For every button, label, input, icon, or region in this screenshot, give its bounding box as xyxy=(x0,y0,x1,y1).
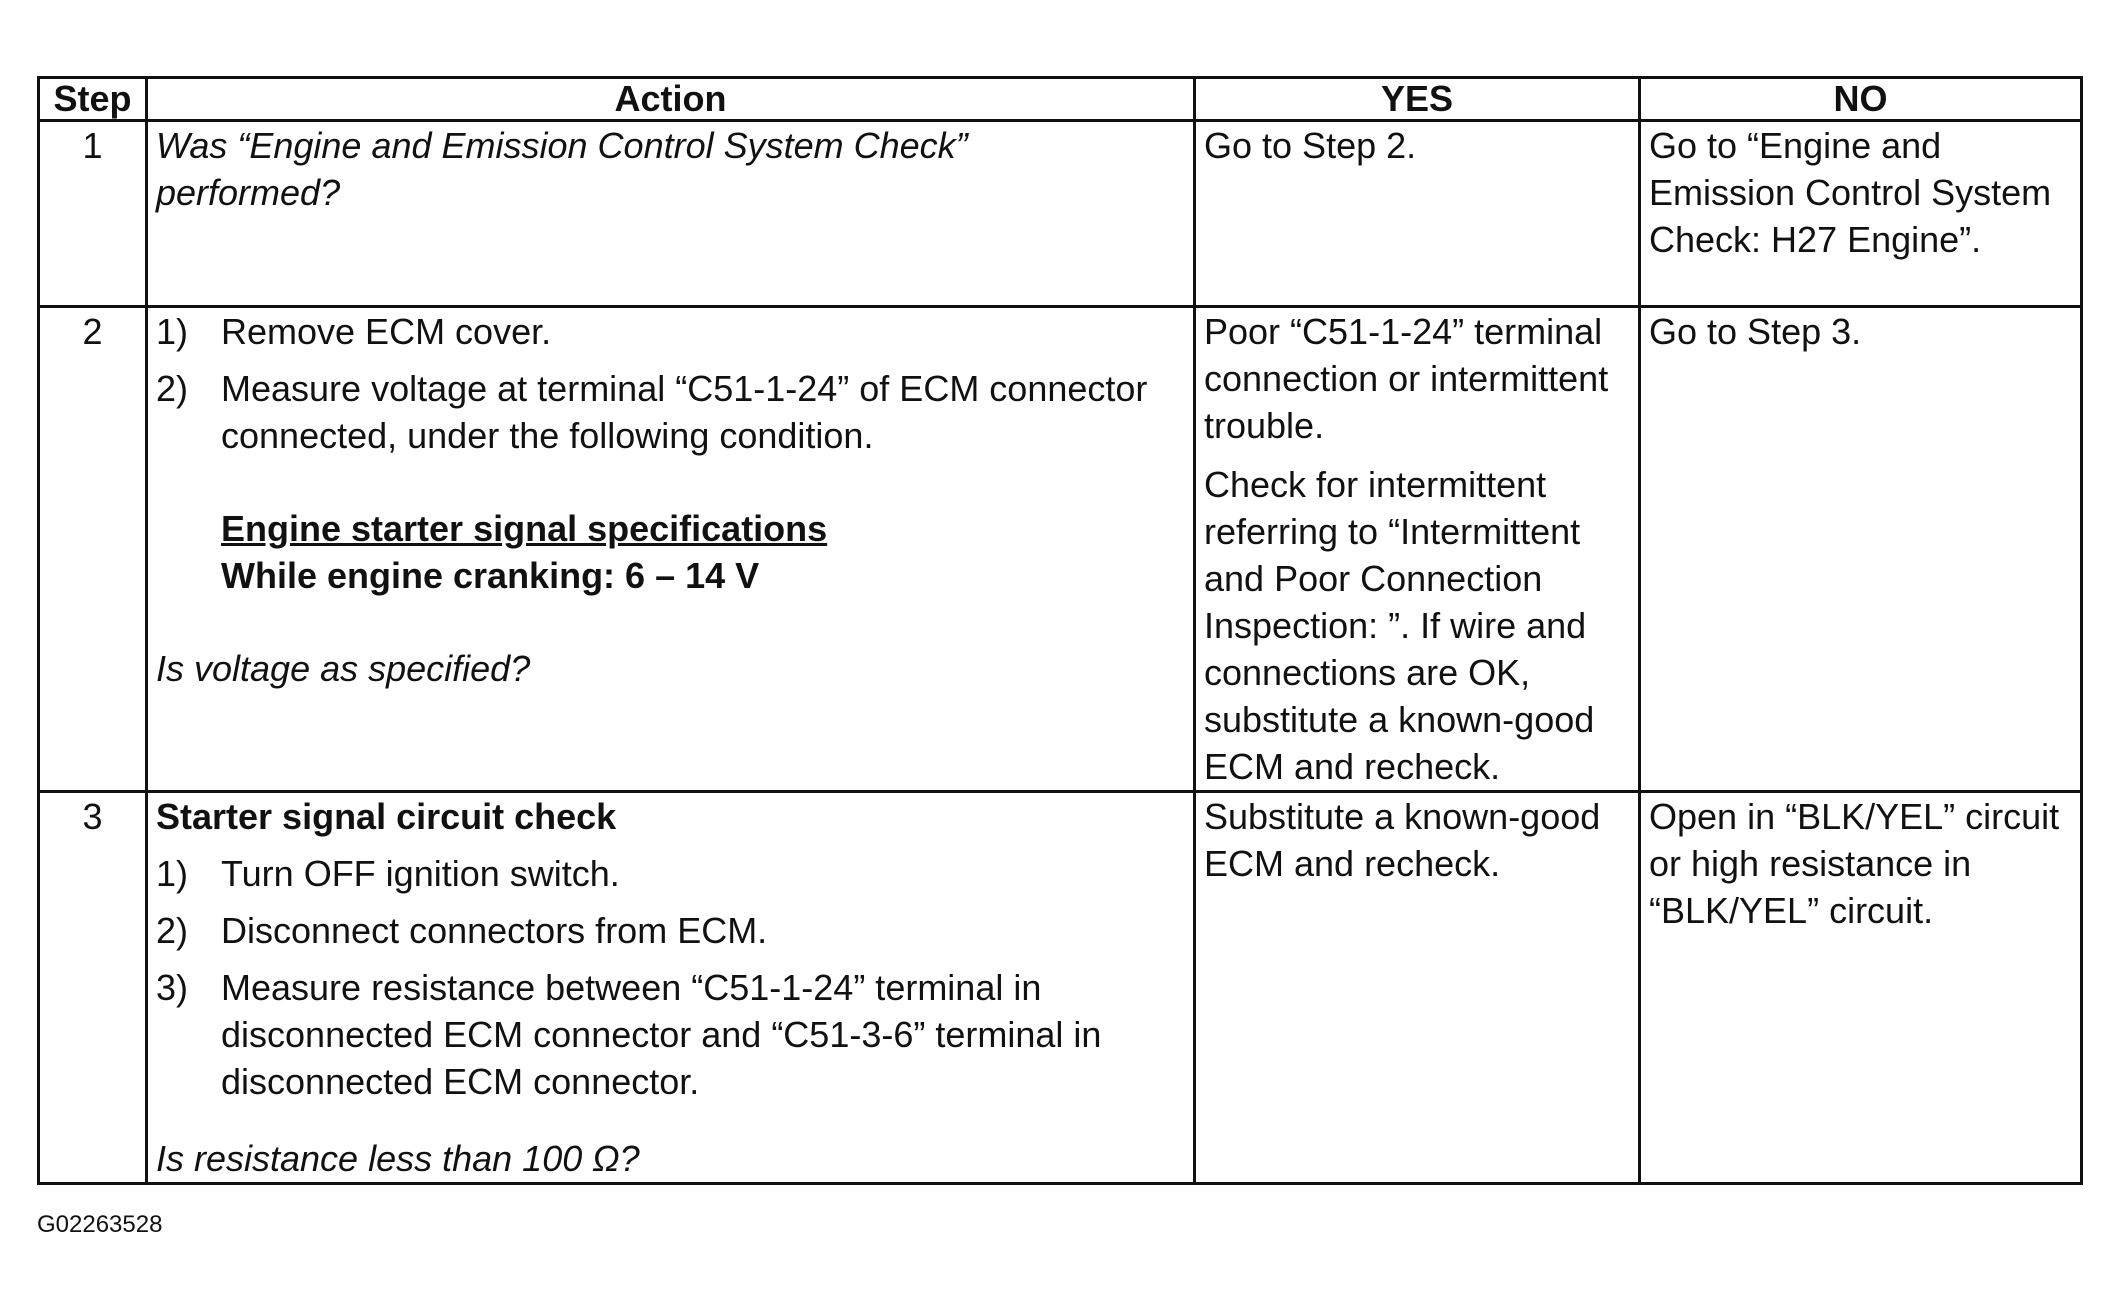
diagnostic-table-container xyxy=(37,76,2080,1185)
action-question: Was “Engine and Emission Control System Check” performed? xyxy=(156,125,968,213)
action-item xyxy=(156,308,1185,355)
yes-text-extra: Check for intermittent referring to “Intermittent and Poor Connection Inspection: ”. If wire and connections are OK, substitute a known-good ECM and recheck. xyxy=(1204,464,1595,787)
action-item-number: 3) xyxy=(156,967,189,1008)
action-item xyxy=(156,964,1185,1105)
action-item xyxy=(156,365,1185,459)
step-number: 3 xyxy=(39,792,147,1184)
step-number: 1 xyxy=(39,121,147,307)
figure-id-caption: G02263528 xyxy=(37,1211,163,1238)
header-yes: YES xyxy=(1195,78,1640,121)
action-item-number: 2) xyxy=(156,910,189,951)
header-no: NO xyxy=(1640,78,2082,121)
action-cell xyxy=(147,121,1195,307)
yes-cell xyxy=(1195,307,1640,792)
action-cell xyxy=(147,307,1195,792)
action-title: Starter signal circuit check xyxy=(156,796,617,837)
yes-cell: Go to Step 2. xyxy=(1195,121,1640,307)
header-step: Step xyxy=(39,78,147,121)
yes-text: Poor “C51-1-24” terminal connection or intermittent trouble. xyxy=(1204,311,1609,446)
action-item-text: Remove ECM cover. xyxy=(221,311,552,352)
action-item-text: Turn OFF ignition switch. xyxy=(221,853,620,894)
table-header-row xyxy=(39,78,2082,121)
action-cell xyxy=(147,792,1195,1184)
specification-block xyxy=(221,505,1185,599)
action-item-number: 1) xyxy=(156,311,189,352)
spec-value: While engine cranking: 6 – 14 V xyxy=(221,555,760,596)
yes-cell: Substitute a known-good ECM and recheck. xyxy=(1195,792,1640,1184)
diagnostic-table xyxy=(37,76,2083,1185)
no-cell: Go to “Engine and Emission Control System Check: H27 Engine”. xyxy=(1640,121,2082,307)
action-item-number: 1) xyxy=(156,853,189,894)
no-cell: Open in “BLK/YEL” circuit or high resistance in “BLK/YEL” circuit. xyxy=(1640,792,2082,1184)
action-question: Is voltage as specified? xyxy=(156,648,531,689)
spec-title: Engine starter signal specifications xyxy=(221,508,828,549)
action-item xyxy=(156,907,1185,954)
action-item-text: Measure resistance between “C51-1-24” terminal in disconnected ECM connector and “C51-3-6” terminal in disconnected ECM connector. xyxy=(221,967,1102,1102)
action-question: Is resistance less than 100 Ω? xyxy=(156,1138,640,1179)
action-item-text: Measure voltage at terminal “C51-1-24” of ECM connector connected, under the following condition. xyxy=(221,368,1148,456)
action-item xyxy=(156,850,1185,897)
action-item-number: 2) xyxy=(156,368,189,409)
table-row xyxy=(39,121,2082,307)
table-row xyxy=(39,307,2082,792)
header-action: Action xyxy=(147,78,1195,121)
action-item-text: Disconnect connectors from ECM. xyxy=(221,910,768,951)
step-number: 2 xyxy=(39,307,147,792)
no-cell: Go to Step 3. xyxy=(1640,307,2082,792)
table-row xyxy=(39,792,2082,1184)
